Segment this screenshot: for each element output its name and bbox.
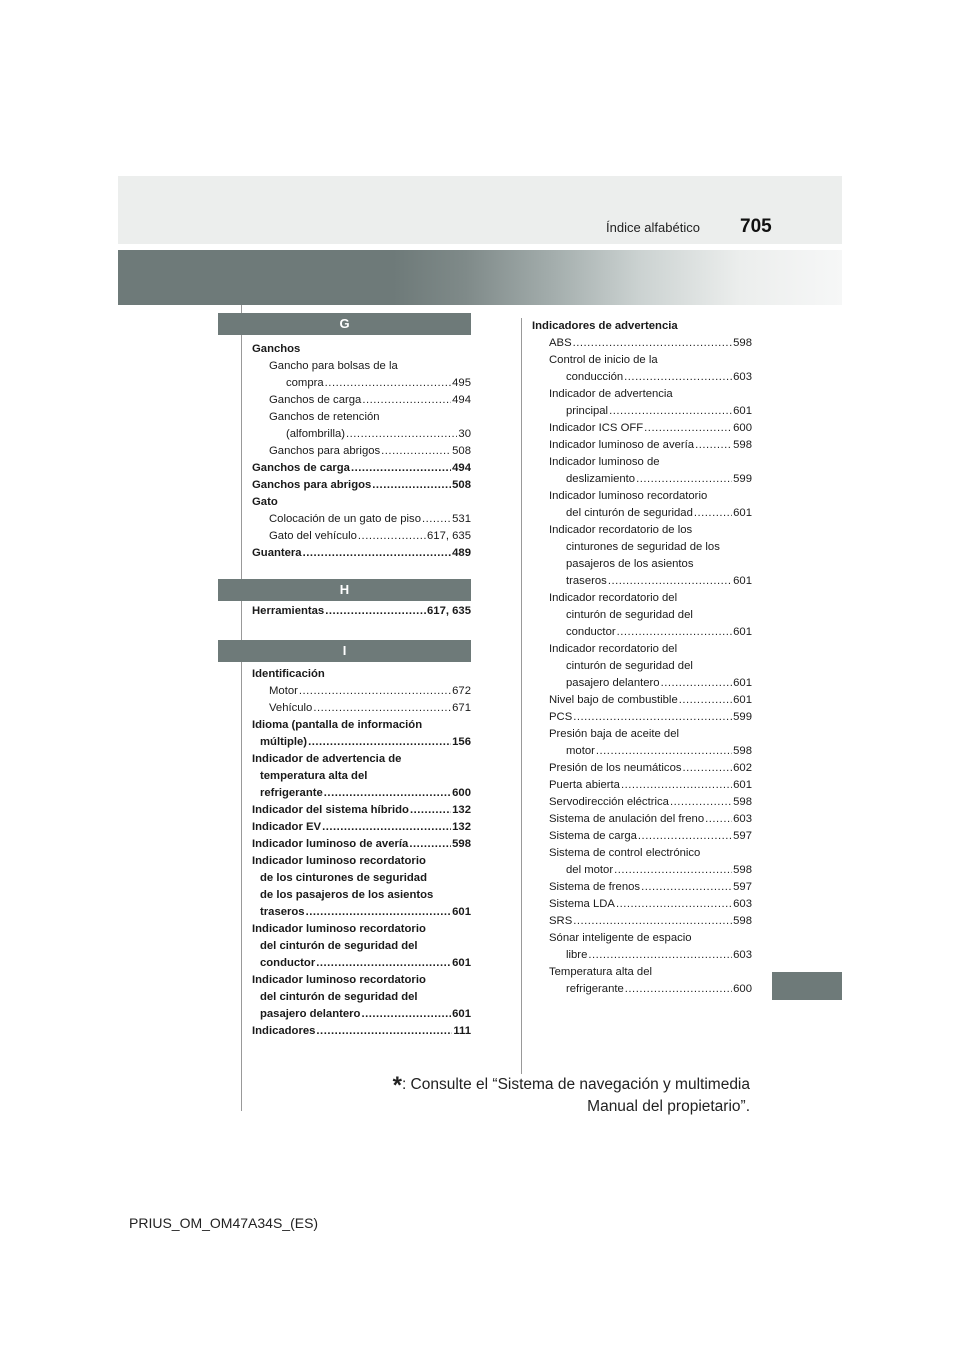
index-subentry: Presión baja de aceite del	[549, 728, 680, 740]
index-subentry: Sistema de anulación del freno ..... 603	[532, 811, 752, 828]
index-subentry: compra ..... 495	[252, 375, 471, 392]
index-subentry: traseros ..... 601	[532, 573, 752, 590]
index-entry-cont: conductor ..... 601	[252, 955, 471, 972]
index-subentry: Indicador luminoso de avería ..... 598	[532, 437, 752, 454]
index-entry-cont: de los cinturones de seguridad	[260, 872, 427, 884]
index-subentry: SRS ..... 598	[532, 913, 752, 930]
index-subentry: Ganchos de retención	[269, 411, 380, 423]
index-entry: Indicador luminoso recordatorio	[252, 855, 426, 867]
section-letter-g: G	[218, 313, 471, 335]
index-subentry: Indicador recordatorio de los	[549, 524, 693, 536]
index-subentry: Indicador recordatorio del	[549, 592, 678, 604]
index-subentry: conductor ..... 601	[532, 624, 752, 641]
index-subentry: PCS ..... 599	[532, 709, 752, 726]
index-entry-cont: pasajero delantero ..... 601	[252, 1006, 471, 1023]
index-subentry: Sónar inteligente de espacio	[549, 932, 692, 944]
index-subentry: Gato del vehículo ..... 617, 635	[252, 528, 471, 545]
footnote-asterisk: *	[392, 1072, 402, 1099]
index-subentry: cinturón de seguridad del	[566, 609, 693, 621]
index-entry: Indicador luminoso recordatorio	[252, 974, 426, 986]
index-subentry: pasajeros de los asientos	[566, 558, 694, 570]
index-entry-cont: múltiple) ..... 156	[252, 734, 471, 751]
section-letter-h: H	[218, 579, 471, 601]
index-subentry: Ganchos para abrigos ..... 508	[252, 443, 471, 460]
index-entry-cont: de los pasajeros de los asientos	[260, 889, 434, 901]
index-entry: Idioma (pantalla de información	[252, 719, 423, 731]
left-margin-rule	[241, 305, 242, 1111]
index-subentry: cinturón de seguridad del	[566, 660, 693, 672]
index-subentry: Puerta abierta ..... 601	[532, 777, 752, 794]
index-subentry: principal ..... 601	[532, 403, 752, 420]
index-entry: Indicador luminoso recordatorio	[252, 923, 426, 935]
document-code: PRIUS_OM_OM47A34S_(ES)	[129, 1215, 319, 1231]
index-entry-cont: del cinturón de seguridad del	[260, 940, 418, 952]
index-entry: Indicador de advertencia de	[252, 753, 402, 765]
index-heading: Ganchos	[252, 343, 301, 355]
chapter-side-tab	[772, 972, 842, 1000]
index-subentry: Sistema de carga ..... 597	[532, 828, 752, 845]
index-entry: Indicadores ..... 111	[252, 1023, 471, 1040]
index-subentry: Indicador de advertencia	[549, 388, 673, 400]
index-subentry: Sistema LDA ..... 603	[532, 896, 752, 913]
index-subentry: Vehículo ..... 671	[252, 700, 471, 717]
section-title: Índice alfabético	[606, 220, 700, 235]
column-divider	[521, 318, 522, 1074]
index-subentry: deslizamiento ..... 599	[532, 471, 752, 488]
index-subentry: Presión de los neumáticos ..... 602	[532, 760, 752, 777]
index-subentry: Indicador recordatorio del	[549, 643, 678, 655]
index-subentry: Nivel bajo de combustible ..... 601	[532, 692, 752, 709]
index-entry: Indicador del sistema híbrido ..... 132	[252, 802, 471, 819]
index-subentry: cinturones de seguridad de los	[566, 541, 720, 553]
index-subentry: Indicador luminoso recordatorio	[549, 490, 708, 502]
footnote	[360, 1074, 750, 1117]
footnote-line-1: : Consulte el “Sistema de navegación y multimedia	[401, 1076, 750, 1093]
right-column-entries	[532, 318, 752, 998]
index-subentry: ABS ..... 598	[532, 335, 752, 352]
index-subentry: (alfombrilla) ..... 30	[252, 426, 471, 443]
index-entry: Indicador EV ..... 132	[252, 819, 471, 836]
index-subentry: del cinturón de seguridad ..... 601	[532, 505, 752, 522]
header-band	[118, 176, 842, 244]
footnote-line-2: Manual del propietario”.	[587, 1098, 750, 1115]
index-entry: Guantera ..... 489	[252, 545, 471, 562]
index-entry-cont: del cinturón de seguridad del	[260, 991, 418, 1003]
page-number: 705	[740, 216, 772, 237]
index-entry: Indicador luminoso de avería ..... 598	[252, 836, 471, 853]
index-subentry: libre ..... 603	[532, 947, 752, 964]
index-subentry: Colocación de un gato de piso ..... 531	[252, 511, 471, 528]
index-subentry: refrigerante ..... 600	[532, 981, 752, 998]
index-subentry: Indicador luminoso de	[549, 456, 660, 468]
section-h-entries	[252, 603, 471, 620]
gradient-band	[118, 250, 842, 305]
index-entry-cont: refrigerante ..... 600	[252, 785, 471, 802]
index-subentry: Gancho para bolsas de la	[269, 360, 398, 372]
index-heading: Identificación	[252, 668, 325, 680]
index-entry: Herramientas ..... 617, 635	[252, 603, 471, 620]
section-i-entries	[252, 666, 471, 1040]
index-subentry: pasajero delantero ..... 601	[532, 675, 752, 692]
index-entry: Ganchos de carga ..... 494	[252, 460, 471, 477]
index-subentry: Motor ..... 672	[252, 683, 471, 700]
index-subentry: Sistema de frenos ..... 597	[532, 879, 752, 896]
index-heading: Gato	[252, 496, 278, 508]
index-subentry: Indicador ICS OFF ..... 600	[532, 420, 752, 437]
index-subentry: del motor ..... 598	[532, 862, 752, 879]
index-subentry: Temperatura alta del	[549, 966, 652, 978]
index-subentry: Ganchos de carga ..... 494	[252, 392, 471, 409]
index-entry-cont: temperatura alta del	[260, 770, 368, 782]
section-g-entries	[252, 341, 471, 562]
index-entry: Ganchos para abrigos ..... 508	[252, 477, 471, 494]
index-subentry: Servodirección eléctrica ..... 598	[532, 794, 752, 811]
section-letter-i: I	[218, 640, 471, 662]
index-subentry: conducción ..... 603	[532, 369, 752, 386]
index-heading: Indicadores de advertencia	[532, 320, 678, 332]
index-subentry: Sistema de control electrónico	[549, 847, 701, 859]
index-subentry: Control de inicio de la	[549, 354, 658, 366]
index-entry-cont: traseros ..... 601	[252, 904, 471, 921]
index-subentry: motor ..... 598	[532, 743, 752, 760]
